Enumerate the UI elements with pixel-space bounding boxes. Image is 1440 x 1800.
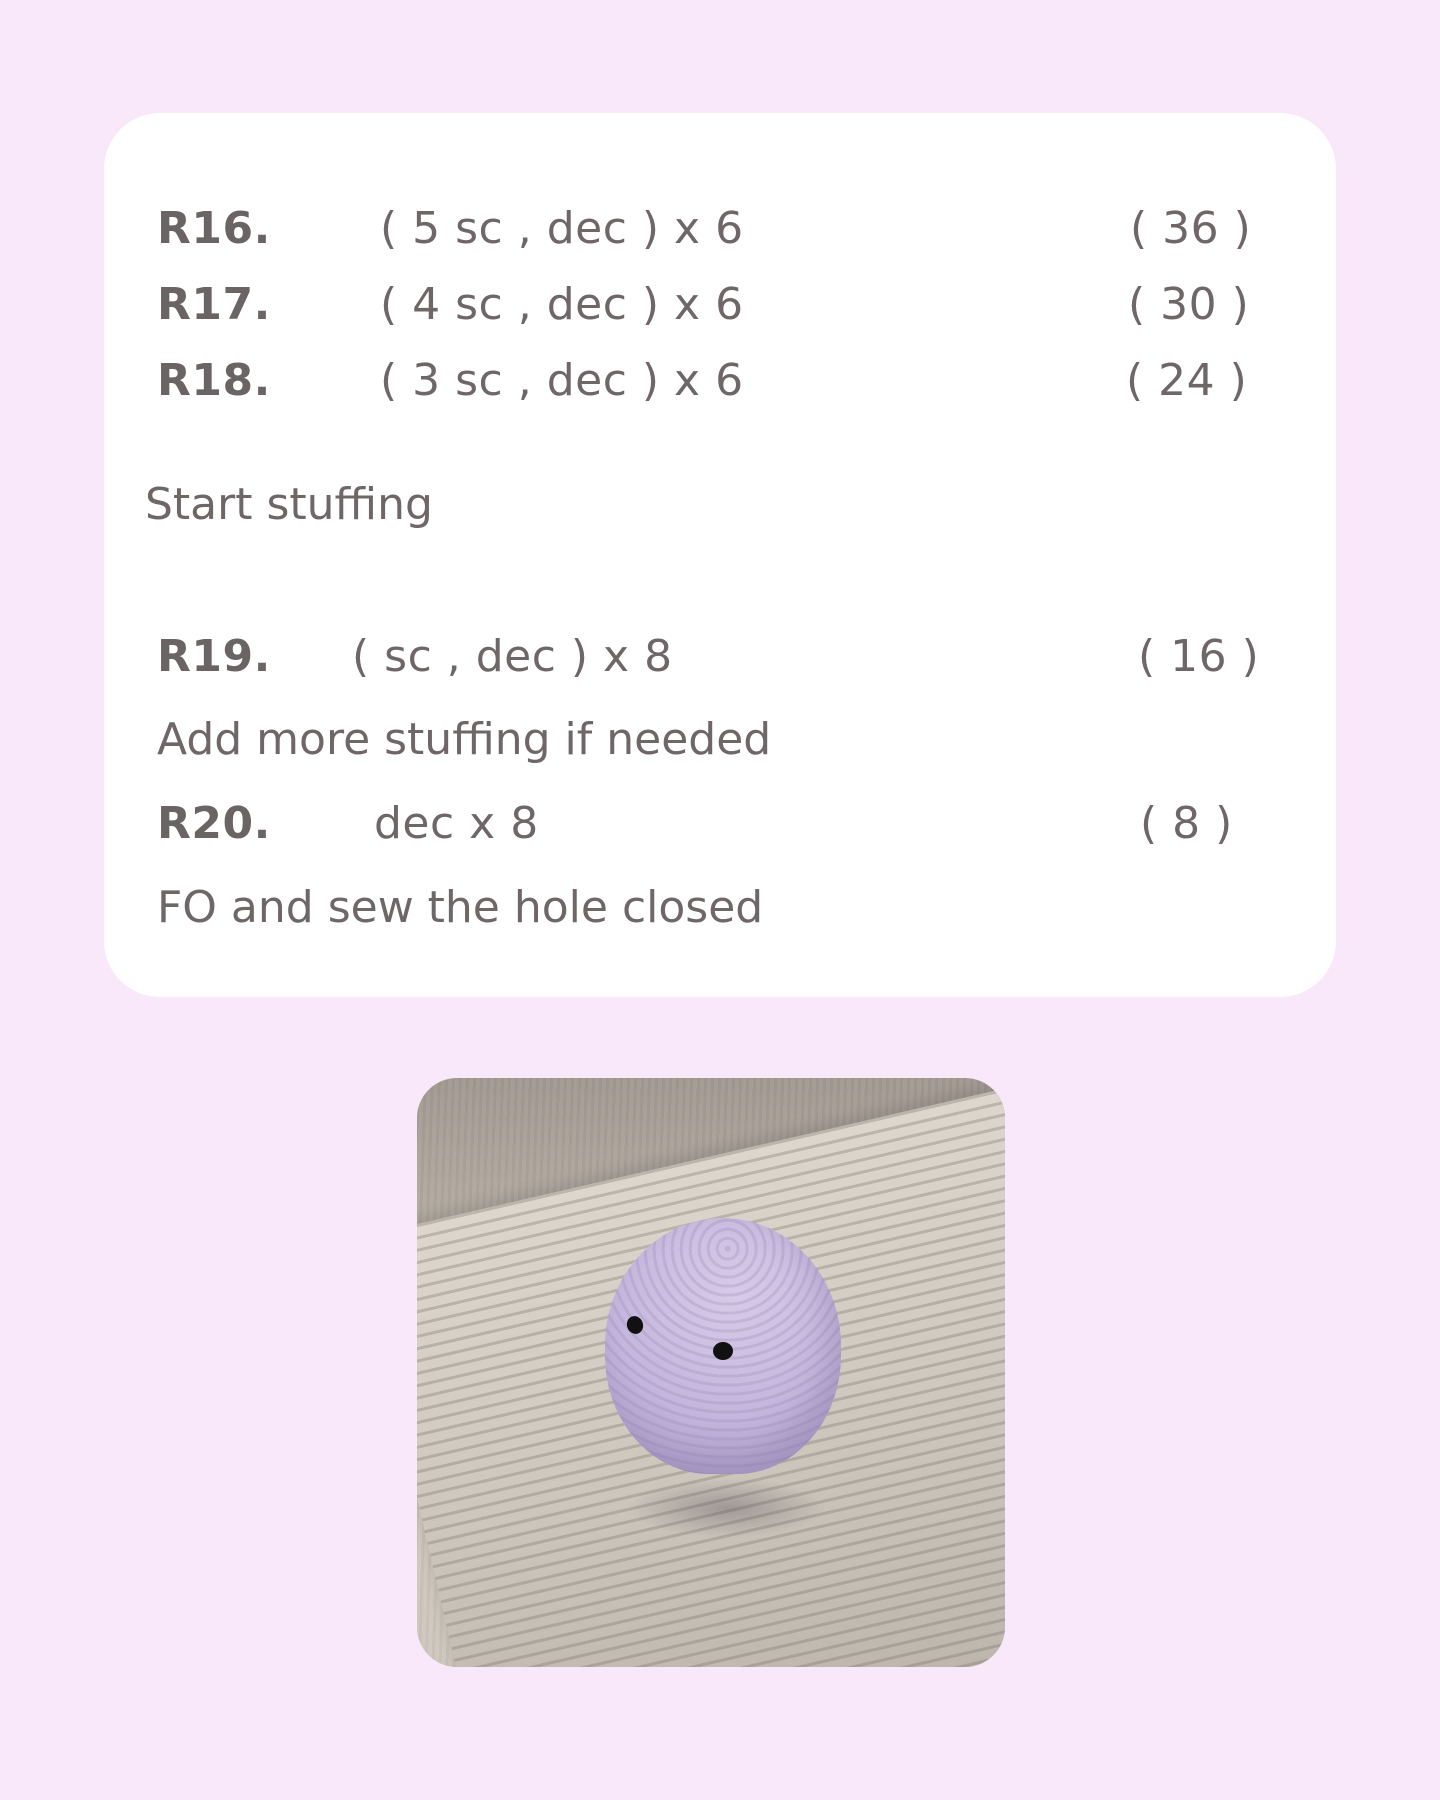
crochet-plush [605, 1218, 841, 1474]
plush-photo [417, 1078, 1005, 1667]
row-label: R17. [157, 279, 271, 330]
note-add-stuffing: Add more stuffing if needed [157, 714, 772, 765]
plush-eye-left [624, 1314, 645, 1336]
row-stitch-count: ( 24 ) [1126, 355, 1248, 406]
row-instruction: ( 3 sc , dec ) x 6 [380, 355, 744, 406]
pattern-row [104, 627, 1336, 687]
row-stitch-count: ( 8 ) [1140, 798, 1233, 849]
pattern-card [104, 113, 1336, 997]
row-instruction: ( 5 sc , dec ) x 6 [380, 203, 744, 254]
photo-plush-shadow [627, 1478, 827, 1538]
pattern-row [104, 199, 1336, 259]
plush-eye-right [713, 1342, 733, 1360]
row-label: R16. [157, 203, 271, 254]
row-instruction: ( 4 sc , dec ) x 6 [380, 279, 744, 330]
row-label: R20. [157, 798, 271, 849]
note-finish: FO and sew the hole closed [157, 882, 764, 933]
pattern-row [104, 794, 1336, 854]
row-stitch-count: ( 16 ) [1138, 631, 1260, 682]
row-stitch-count: ( 30 ) [1128, 279, 1250, 330]
row-label: R19. [157, 631, 271, 682]
row-instruction: dec x 8 [374, 798, 539, 849]
note-start-stuffing: Start stuffing [145, 479, 433, 530]
pattern-row [104, 351, 1336, 411]
pattern-row [104, 275, 1336, 335]
row-stitch-count: ( 36 ) [1130, 203, 1252, 254]
row-instruction: ( sc , dec ) x 8 [352, 631, 673, 682]
row-label: R18. [157, 355, 271, 406]
